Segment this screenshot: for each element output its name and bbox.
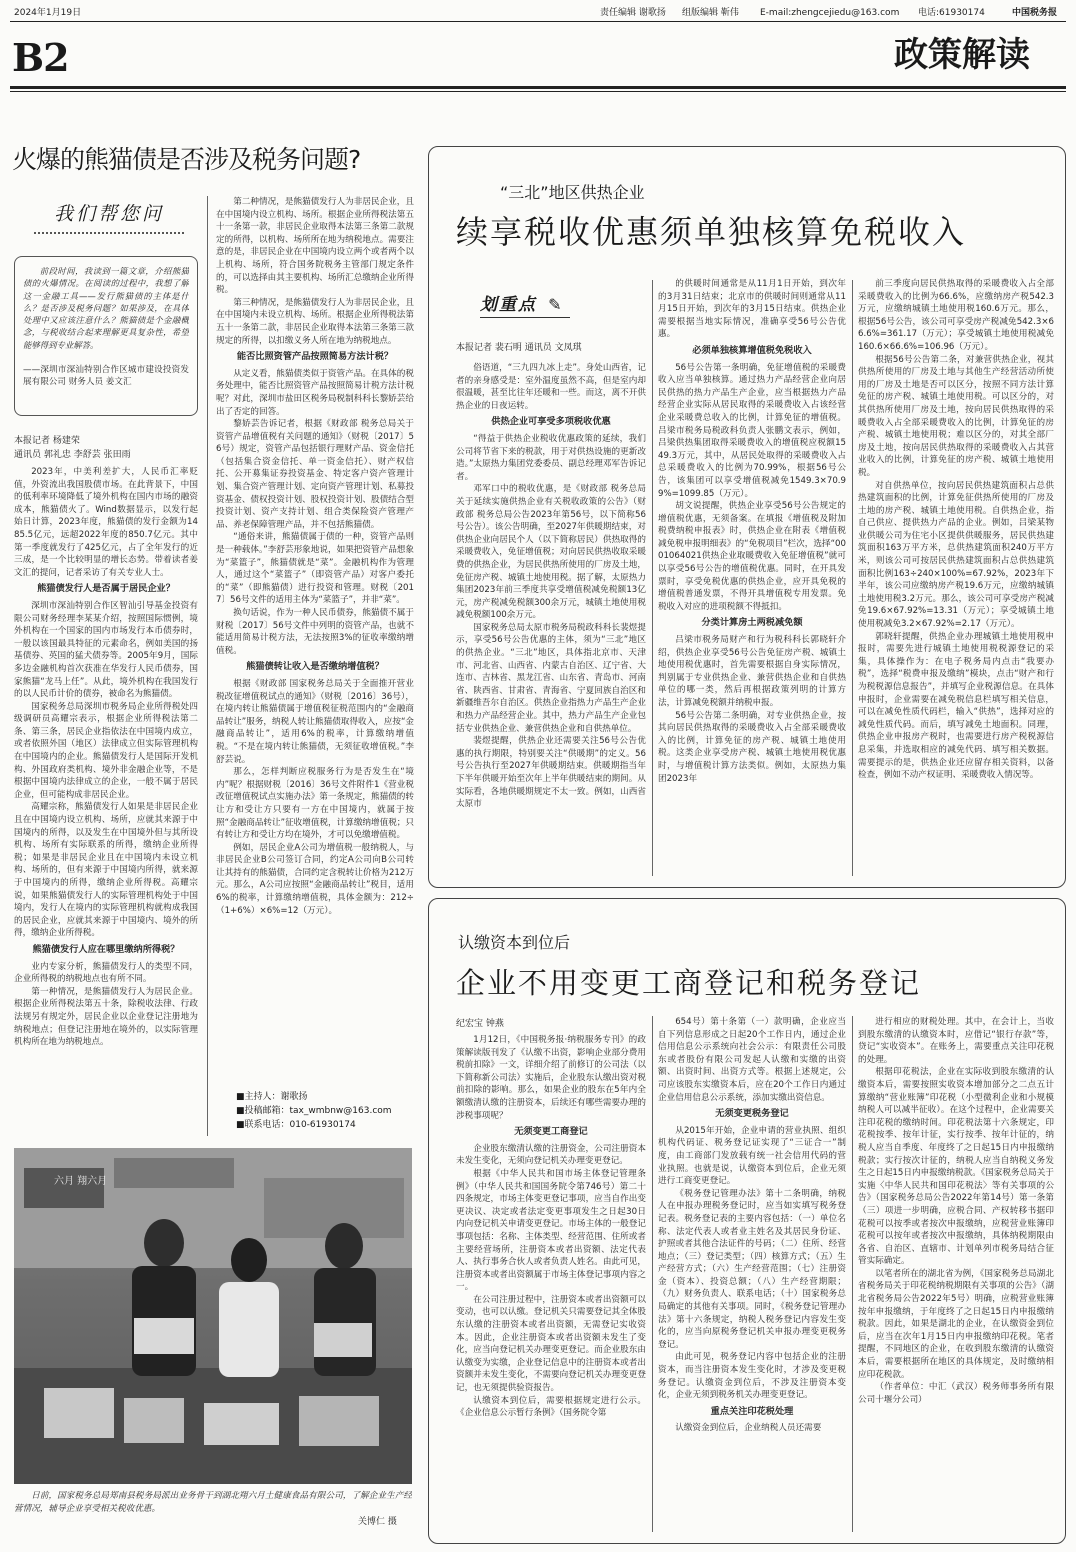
a1c2-p4: 黎娇芸告诉记者，根据《财政部 税务总局关于资管产品增值税有关问题的通知》（财税〔2017〕56号）规定，资管产品包括银行理财产品、资金信托（包括集合资金信托、单一资金信托）、财产权信托、公开募集证券投资基金、特定客户资产管理计划、集合资产管理计划、定向资产管理计划、私募投资基金、债权投资计划、股权投资计划、股债结合型投资计划、资产支持计划、组合类保险资产管理产品、养老保障管理产品，并不包括熊猫债。 (216, 419, 414, 530)
a1c2-p9: 那么，怎样判断应税服务行为是否发生在“境内”呢？根据财税〔2016〕36号文件附件1《营业税改征增值税试点实施办法》第一条规定，熊猫债的转让方和受让方只要有一方在中国境内，就属于按照“金融商品转让”征收增值税，计算缴纳增值税；只有转让方和受让方均在境外，才可以免缴增值税。 (216, 767, 414, 841)
article3-divider-1 (652, 1016, 653, 1532)
wave-decoration (34, 232, 184, 240)
a1c1-sub2: 熊猫债发行人应在哪里缴纳所得税？ (32, 943, 180, 955)
a2c2-p5: 吕梁市税务局财产和行为税科科长郭晓轩介绍，供热企业享受56号公告免征房产税、城镇土地使用税优惠时，首先需要根据自身实际情况，判别属于专业供热企业、兼营供热企业和自供热单位的哪一类，然后再根据政策列明的计算方法，计算减免税额并纳税申报。 (658, 635, 846, 708)
article1-title: 火爆的熊猫债是否涉及税务问题? (12, 145, 361, 174)
article2-col2 (658, 278, 846, 876)
article2-col1 (456, 362, 646, 876)
reader-question-box (14, 256, 198, 416)
a2c1-sub1: 供热企业可享受多项税收优惠 (491, 416, 611, 428)
a1c2-p8: 根据《财政部 国家税务总局关于全面推开营业税改征增值税试点的通知》（财税〔2016〕36号），在境内转让熊猫债属于增值税征税范围内的“金融商品转让”服务，纳税人转让熊猫债取得收入，应按“金融商品转让”，适用6%的税率，计算缴纳增值税。“不是在境内转让熊猫债，无须征收增值税。”李舒芸说。 (216, 678, 414, 765)
a3c3-p2: 以笔者所在的湖北省为例，《国家税务总局湖北省税务局关于印花税纳税期限有关事项的公告》（湖北省税务局公告2022年5号）明确，应税营业账簿按年申报缴纳，于年度终了之日起15日内申报缴纳税款。因此，如果是湖北的企业，在认缴资金到位后，应当在次年1月15日内申报缴纳印花税。笔者提醒，不同地区的企业，在收到股东缴清的认缴资本后，需要根据所在地区的具体规定，及时缴纳相应印花税款。 (858, 1268, 1054, 1380)
article2-kicker: “三北”地区供热企业 (500, 183, 645, 202)
article2-byline: 本报记者 裴石明 通讯员 文凤琪 (456, 343, 582, 353)
contact-phone: ■联系电话：010-61930174 (236, 1120, 356, 1130)
a1c2-p0: 第二种情况，是熊猫债发行人为非居民企业，且在中国境内设立机构、场所。根据企业所得税法第五十一条第一款，非居民企业取得本法第三条第二款规定的所得，以机构、场所所在地为纳税地点。需要注意的是，非居民企业在中国境内设立两个或者两个以上机构、场所，符合国务院税务主管部门规定条件的，可以选择由其主要机构、场所汇总缴纳企业所得税。 (216, 197, 414, 296)
a3c1-p4: 在公司注册过程中，注册资本或者出资额可以变动，也可以认缴。登记机关只需要登记其全体股东认缴的注册资本或者出资额，无需登记实收资本。因此，企业注册资本或者出资额未发生了变化，应当向登记机关办理变更登记。而企业股东由认缴变为实缴，企业登记信息中的注册资本或者出资额并未发生变化，不需要向登记机关办理变更登记，也无须提供验资报告。 (456, 1294, 646, 1394)
article2-col3 (858, 278, 1054, 876)
page-number: B2 (12, 35, 69, 80)
photo-scene (14, 1148, 412, 1484)
masthead-paper: 中国税务报 (1012, 8, 1058, 18)
article1-byline-correspondents: 通讯员 郭礼忠 李舒芸 张田雨 (14, 450, 131, 460)
a1c2-p3: 从定义看，熊猫债类似于资管产品。在具体的税务处理中，能否比照资管产品按照简易计税方法计税呢？对此，深圳市盐田区税务局税制科科长黎娇芸给出了否定的回答。 (216, 368, 414, 417)
a3c3-p3: （作者单位：中汇（武汉）税务师事务所有限公司十堰分公司） (858, 1382, 1054, 1405)
a3c1-p3: 根据《中华人民共和国市场主体登记管理条例》（中华人民共和国国务院令第746号）第二十四条规定，市场主体变更登记事项，应当自作出变更决议、决定或者法定变更事项发生之日起30日内向登记机关申请变更登记。市场主体的一般登记事项包括：名称、主体类型、经营范围、住所或者主要经营场所，注册资本或者出资额、法定代表人、执行事务合伙人或者负责人姓名。由此可见，注册资本或者出资额属于市场主体登记事项内容之一。 (456, 1168, 646, 1293)
article1-col2 (216, 196, 414, 1076)
a3c1-p5: 认缴资本到位后，需要根据规定进行公示。《企业信息公示暂行条例》（国务院令第 (456, 1395, 646, 1419)
a1c1-sub1: 熊猫债发行人是否属于居民企业？ (37, 583, 175, 595)
header-thick-rule (10, 86, 1066, 89)
a3c2-p0: 654号）第十条第（一）款明确，企业应当自下列信息形成之日起20个工作日内，通过企业信用信息公示系统向社会公示：有限责任公司股东或者股份有限公司发起人认缴和实缴的出资额、出资时间、出资方式等。根据上述规定，公司应该股东实缴资本后，应在20个工作日内通过企业信用信息公示系统，添加实缴出资信息。 (658, 1017, 846, 1103)
a2c2-p2: 56号公告第一条明确，免征增值税的采暖费收入应当单独核算。通过热力产品经营企业向居民供热的热力产品生产企业，应当根据热力产品经营企业实际从居民取得的采暖费收入占该经营企业采暖费总收入的比例，计算免征的增值税。吕梁市税务局税政科负责人张鹏文表示，例如，吕梁供热集团取得采暖费收入的增值税应税额1549.3万元，其中，从居民处取得的采暖费收入占总采暖费收入的比例为70.99%，根据56号公告，该集团可以享受增值税减免1549.3×70.99%=1099.85（万元）。 (658, 362, 846, 499)
a3c3-p0: 进行相应的财税处理。其中，在会计上，当收到股东缴清的认缴资本时，应借记“银行存款”等，贷记“实收资本”。在账务上，需要重点关注印花税的处理。 (858, 1017, 1054, 1065)
a2c3-p0: 前三季度向居民供热取得的采暖费收入占全部采暖费收入的比例为66.6%，应缴纳房产税542.3万元，应缴纳城镇土地使用税160.6万元。那么，根据56号公告，该公司可享受房产税减免542.3×66.6%=361.17（万元）；享受城镇土地使用税减免160.6×66.6%=106.96（万元）。 (858, 279, 1054, 352)
article2-divider-1 (652, 280, 653, 876)
column-logo-text: 我们帮您问 (53, 203, 164, 225)
a3c2-sub2: 重点关注印花税处理 (710, 1405, 794, 1417)
masthead-phone: 电话:61930174 (918, 8, 985, 18)
a1c2-p5: “通俗来讲，熊猫债属于债的一种，资管产品则是一种载体。”李舒芸形象地说，如果把资管产品想象为“菜篮子”，熊猫债就是“菜”。金融机构作为管理人，通过这个“菜篮子”（即资管产品）对客户委托的“菜”（即熊猫债）进行投资和管理。财税〔2017〕56号文件的适用主体为“菜篮子”，并非“菜”。 (216, 532, 414, 606)
a1c2-p1: 第三种情况，是熊猫债发行人为非居民企业，且在中国境内未设立机构、场所。根据企业所得税法第五十一条第二款，非居民企业取得本法第三条第三款规定的所得，以扣缴义务人所在地为纳税地点。 (216, 297, 414, 346)
contact-host: ■主持人：谢歌扬 (236, 1092, 308, 1102)
section-title: 政策解读 (894, 35, 1030, 75)
masthead-editor: 责任编辑 谢歌扬 (600, 8, 666, 18)
article3-col3 (858, 1016, 1054, 1532)
contact-box (236, 1090, 396, 1132)
a3c2-p3: 《税务登记管理办法》第十二条明确，纳税人在申报办理税务登记时，应当如实填写税务登记表。税务登记表的主要内容包括：（一）单位名称、法定代表人或者业主姓名及其居民身份证、护照或者其他合法证件的号码；（二）住所、经营地点；（三）登记类型；（四）核算方式；（五）生产经营方式；（六）生产经营范围；（七）注册资金（资本）、投资总额；（八）生产经营期限；（九）财务负责人、联系电话；（十）国家税务总局确定的其他有关事项。同时，《税务登记管理办法》第十六条规定，纳税人税务登记内容发生变化的，应当向原税务登记机关申报办理变更税务登记。 (658, 1188, 846, 1350)
a2c2-p0: 的供暖时间通常是从11月1日开始，到次年的3月31日结束；北京市的供暖时间则通常从11月15日开始，到次年的3月15日结束。供热企业需要根据当地实际情况，准确享受56号公告优惠。 (658, 279, 846, 340)
article1-col-divider (207, 196, 208, 1136)
a2c1-p4: 国家税务总局太原市税务局税政科科长裴煜提示，享受56号公告优惠的主体，须为“三北”地区的供热企业。“三北”地区，具体指北京市、天津市、河北省、山西省、内蒙古自治区、辽宁省、大连市、吉林省、黑龙江省、山东省、青岛市、河南省、陕西省、甘肃省、青海省、宁夏回族自治区和新疆维吾尔自治区。供热企业指热力产品生产企业和热力产品经营企业。其中，热力产品生产企业包括专业供热企业、兼营供热企业和自供热单位。 (456, 622, 646, 734)
article3-byline: 纪宏宝 钟燕 (456, 1019, 504, 1029)
photo-sign-text: 六月 翔六月 (54, 1176, 108, 1187)
a1c1-p0: 2023年，中美利差扩大，人民币汇率贬值，外资流出我国股债市场。在此背景下，中国的低利率环境降低了境外机构在国内市场的融资成本，熊猫债火了。Wind数据显示，以发行起始日计算，2023年度，熊猫债的发行金额为1485.5亿元，远超2022年度的850.7亿元。其中第一季度就发行了425亿元，占了全年发行的近三成，是一个比较明显的增长态势。带着读者姜文汇的提问，记者采访了有关专业人士。 (14, 467, 198, 578)
highlight-tag-text: 划重点 (480, 295, 537, 315)
article1-col1 (14, 466, 198, 1136)
a2c1-p2: “得益于供热企业税收优惠政策的延续，我们公司将节省下来的税款，用于对供热设施的更新改造。”太原热力集团党委委员、副总经理邓军告诉记者。 (456, 433, 646, 482)
a2c1-p0: 俗语道，“三九四九冰上走”。身处山西省，记者的亲身感受是：室外温度虽然不高，但是室内却很温暖，甚至比往年还暖和一些。而这，离不开供热企业的日夜运转。 (456, 363, 646, 411)
article3-divider-2 (852, 1016, 853, 1532)
a1c1-p7: 第一种情况，是熊猫债发行人为居民企业。根据企业所得税法第五十条，除税收法律、行政法规另有规定外，居民企业以企业登记注册地为纳税地点；但登记注册地在境外的，以实际管理机构所在地为纳税地点。 (14, 986, 198, 1048)
a2c1-p3: 邓军口中的税收优惠，是《财政部 税务总局关于延续实施供热企业有关税收政策的公告》（财政部 税务总局公告2023年第56号，以下简称56号公告）。该公告明确，至2027年供暖期结束，对供热企业向居民个人（以下简称居民）供热取得的采暖费收入，免征增值税；对向居民供热收取采暖费的供热企业，为居民供热所使用的厂房及土地，免征房产税、城镇土地使用税。据了解，太原热力集团2023年前三季度共享受增值税减免税额13亿元，房产税减免税额300余万元，城镇土地使用税减免税额100余万元。 (456, 484, 646, 621)
article3-col1 (456, 1034, 646, 1532)
a1c2-sub2: 熊猫债转让收入是否缴纳增值税？ (246, 661, 384, 673)
a3c1-p2: 企业股东缴清认缴的注册资金，公司注册资本未发生变化，无须向登记机关办理变更登记。 (456, 1143, 646, 1167)
tag-underline (480, 317, 570, 318)
a1c1-p3: 国家税务总局深圳市税务局企业所得税处四级调研员高耀宗表示，根据企业所得税法第二条、第三条，居民企业指依法在中国境内成立，或者依照外国（地区）法律成立但实际管理机构在中国境内的企业。熊猫债发行人是国际开发机构、外国政府类机构、境外非金融企业等，不是根据中国境内法律成立的企业，一般不属于居民企业，但可能构成非居民企业。 (14, 701, 198, 800)
a2c1-p5: 裴煜提醒，供热企业还需要关注56号公告优惠的执行期限，特别要关注“供暖期”的定义。56号公告执行至2027年供暖期结束。供暖期指当年下半年供暖开始至次年上半年供暖结束的期间。从实际看，各地供暖期规定不太一致。例如，山西省太原市 (456, 736, 646, 810)
masthead-designer: 组版编辑 靳伟 (682, 8, 739, 18)
a3c2-p6: 认缴资金到位后，企业纳税人员还需要 (675, 1423, 822, 1434)
article3-title: 企业不用变更工商登记和税务登记 (456, 966, 922, 1000)
pen-icon: ✎ (548, 295, 562, 314)
a3c3-p1: 根据印花税法，企业在实际收到股东缴清的认缴资本后，需要按照实收资本增加部分之二点五计算缴纳“营业账簿”印花税（小型微利企业和小规模纳税人可以减半征收）。在这个过程中，企业需要关注印花税的缴纳时间。印花税法第十六条规定，印花税按季、按年计征，实行按季、按年计征的，纳税人应当自季度、年度终了之日起15日内申报缴纳税款；实行按次计征的，纳税人应当自纳税义务发生之日起15日内申报缴纳税款。《国家税务总局关于实施〈中华人民共和国印花税法〉等有关事项的公告》（国家税务总局公告2022年第14号）第一条第（三）项进一步明确，应税合同、产权转移书据印花税可以按季或者按次申报缴纳，应税营业账簿印花税可以按年或者按次申报缴纳，具体纳税期限由各省、自治区、直辖市、计划单列市税务局结合征管实际确定。 (858, 1067, 1054, 1267)
a2c3-p2: 对自供热单位，按向居民供热建筑面积占总供热建筑面积的比例，计算免征供热所使用的厂房及土地的房产税、城镇土地使用税。自供热企业，指自己供应、提供热力产品的企业。例如，吕梁某物业供暖公司为住宅小区提供供暖服务，居民供热建筑面积163万平方米，总供热建筑面积240万平方米，则该公司可按居民供热建筑面积占总供热建筑面积比例163÷240×100%=67.92%，2023年下半年，该公司应缴纳房产税19.6万元，应缴纳城镇土地使用税3.2万元。那么，该公司可享受房产税减免19.6×67.92%=13.31（万元）；享受城镇土地使用税减免3.2×67.92%=2.17（万元）。 (858, 480, 1054, 630)
a2c2-sub2: 分类计算房土两税减免额 (701, 617, 803, 629)
a1c1-p6: 业内专家分析，熊猫债发行人的类型不同，企业所得税的纳税地点也有所不同。 (14, 961, 198, 985)
a1c2-sub1: 能否比照资管产品按照简易方法计税？ (236, 351, 394, 363)
a2c2-p6: 56号公告第二条明确，对专业供热企业，按其向居民供热取得的采暖费收入占全部采暖费收入的比例，计算免征的房产税、城镇土地使用税。这类企业享受房产税、城镇土地使用税优惠时，与增值税计算方法类似。例如，太原热力集团2023年 (658, 710, 846, 784)
news-photo (14, 1148, 412, 1484)
reader-signature: ——深圳市深汕特别合作区城市建设投资发展有限公司 财务人员 姜文汇 (23, 365, 189, 388)
header-thin-rule (10, 91, 1066, 92)
photo-credit: 关博仁 摄 (358, 1517, 397, 1527)
masthead-email: E-mail:zhengcejiedu@163.com (760, 8, 900, 18)
article3-col2 (658, 1016, 846, 1532)
a1c1-p4: 高耀宗称，熊猫债发行人如果是非居民企业且在中国境内设立机构、场所，应就其来源于中国境内的所得，以及发生在中国境外但与其所设机构、场所有实际联系的所得，缴纳企业所得税；如果是非居民企业且在中国境内未设立机构、场所的，但有来源于中国境内所得，就来源于中国境内的所得，缴纳企业所得税。高耀宗说，如果熊猫债发行人的实际管理机构处于中国境内，发行人在境内的实际管理机构就构成我国的居民企业，应就其来源于中国境内、境外的所得，缴纳企业所得税。 (14, 802, 198, 939)
article2-title: 续享税收优惠须单独核算免税收入 (456, 213, 967, 251)
a3c1-p0: 1月12日，《中国税务报·纳税服务专刊》的政策解读版刊发了《认缴不出资，影响企业部分费用税前扣除》一文，详细介绍了前修订的公司法（以下简称新公司法）实施后，企业股东认缴出资对税前扣除的影响。那么，如果企业的股东在5年内全额缴清认缴的注册资本，后续还有哪些需要办理的涉税事项呢？ (456, 1035, 646, 1121)
a2c2-sub1: 必须单独核算增值税免税收入 (692, 344, 812, 356)
article3-kicker: 认缴资本到位后 (458, 933, 571, 952)
a2c3-p3: 郭晓轩提醒，供热企业办理城镇土地使用税申报时，需要先进行城镇土地使用税税源登记的采集，具体操作为：在电子税务局内点击“我要办税”，选择“税费申报及缴纳”模块，点击“财产和行为税税源信息报告”，并填写企业税源信息。在具体申报时，企业需要在减免税信息栏填写相关信息，可以在减免性质代码栏，输入“供热”，选择对应的减免性质代码。而后，填写减免土地面积。同理，供热企业申报房产税时，也需要进行房产税税源信息采集，并选取相应的减免代码、填写相关数据。需要提示的是，供热企业还应留存相关资料，以备检查，例如不动产权证明、采暖费收入情况等。 (858, 631, 1054, 781)
article1-byline-reporter: 本报记者 杨建荣 (14, 436, 80, 446)
a3c2-p2: 从2015年开始，企业申请的营业执照、组织机构代码证、税务登记证实现了“三证合一”制度，由工商部门发放载有统一社会信用代码的营业执照。也就是说，认缴资本到位后，企业无须进行工商变更登记。 (658, 1125, 846, 1187)
column-logo (14, 196, 204, 244)
a2c2-p3: 胡文说提醒，供热企业享受56号公告规定的增值税优惠，无须备案。在填报《增值税及附加税费纳税申报表》时，供热企业在附表《增值税减免税申报明细表》的“免税项目”栏次，选择“0001064021供热企业取暖费收入免征增值税”就可以享受56号公告的增值税优惠。同时，在开具发票时，享受免税优惠的供热企业，应开具免税的增值税普通发票，不得开具增值税专用发票。免税收入对应的进项税额不得抵扣。 (658, 501, 846, 612)
a3c1-sub1: 无须变更工商登记 (514, 1126, 588, 1138)
masthead-rule (10, 21, 1066, 22)
highlight-tag (480, 290, 620, 320)
article2-divider-2 (852, 280, 853, 876)
a1c2-p6: 换句话说，作为一种人民币债券，熊猫债不属于财税〔2017〕56号文件中列明的资管产品，也就不能适用简易计税方法，无法按照3%的征收率缴纳增值税。 (216, 608, 414, 656)
contact-email: ■投稿邮箱：tax_wmbnw@163.com (236, 1106, 392, 1116)
a1c1-p2: 深圳市深汕特别合作区智汕引导基金投资有限公司财务经理李某某介绍，按照国际惯例，境外机构在一个国家的国内市场发行本币债券时，一般以该国最具特征的元素命名，例如美国的扬基债券、英国的猛犬债券等。2005年9月，国际多边金融机构首次获准在华发行人民币债券，国家熊猫“龙马上任”。从此，境外机构在我国发行的以人民币计价的债券，被命名为熊猫债。 (14, 600, 198, 700)
a1c2-p10: 例如，居民企业A公司为增值税一般纳税人，与非居民企业B公司签订合同，约定A公司向B公司转让其持有的熊猫债，合同约定含税转让价格为212万元。那么，A公司应按照“金融商品转让”税目，适用6%的税率，计算缴纳增值税，具体金额为：212÷（1+6%）×6%=12（万元）。 (216, 842, 414, 916)
a3c2-sub1: 无须变更税务登记 (715, 1108, 789, 1120)
reader-question: 前段时间，我读到一篇文章，介绍熊猫债的火爆情况。在阅读的过程中，我想了解这一金融工具——发行熊猫债的主体是什么？是否涉及税务问题？如果涉及，在具体处理中又应该注意什么？熊猫债是个金融概念，与税收结合起来理解更具复杂性，希望能够得到专业解答。 (23, 266, 189, 350)
masthead-date: 2024年1月19日 (14, 8, 82, 18)
a2c3-p1: 根据56号公告第二条，对兼营供热企业，视其供热所使用的厂房及土地与其他生产经营活动所使用的厂房及土地是否可以区分，按照不同方法计算免征的房产税、城镇土地使用税。可以区分的，对其供热所使用厂房及土地，按向居民供热取得的采暖费收入占全部采暖费收入的比例，计算免征的房产税、城镇土地使用税；难以区分的，对其全部厂房及土地，按向居民供热取得的采暖费收入占其营业收入的比例，计算免征的房产税、城镇土地使用税。 (858, 354, 1054, 478)
photo-caption: 日前，国家税务总局郑南县税务局派出业务骨干到湖北翔六月土健康食品有限公司，了解企业生产经营情况，辅导企业享受相关税收优惠。 (14, 1491, 412, 1514)
a3c2-p4: 由此可见，税务登记内容中包括企业的注册资本，而当注册资本发生变化时，才涉及变更税务登记。认缴资金到位后，不涉及注册资本变化，企业无须到税务机关办理变更登记。 (658, 1352, 846, 1401)
